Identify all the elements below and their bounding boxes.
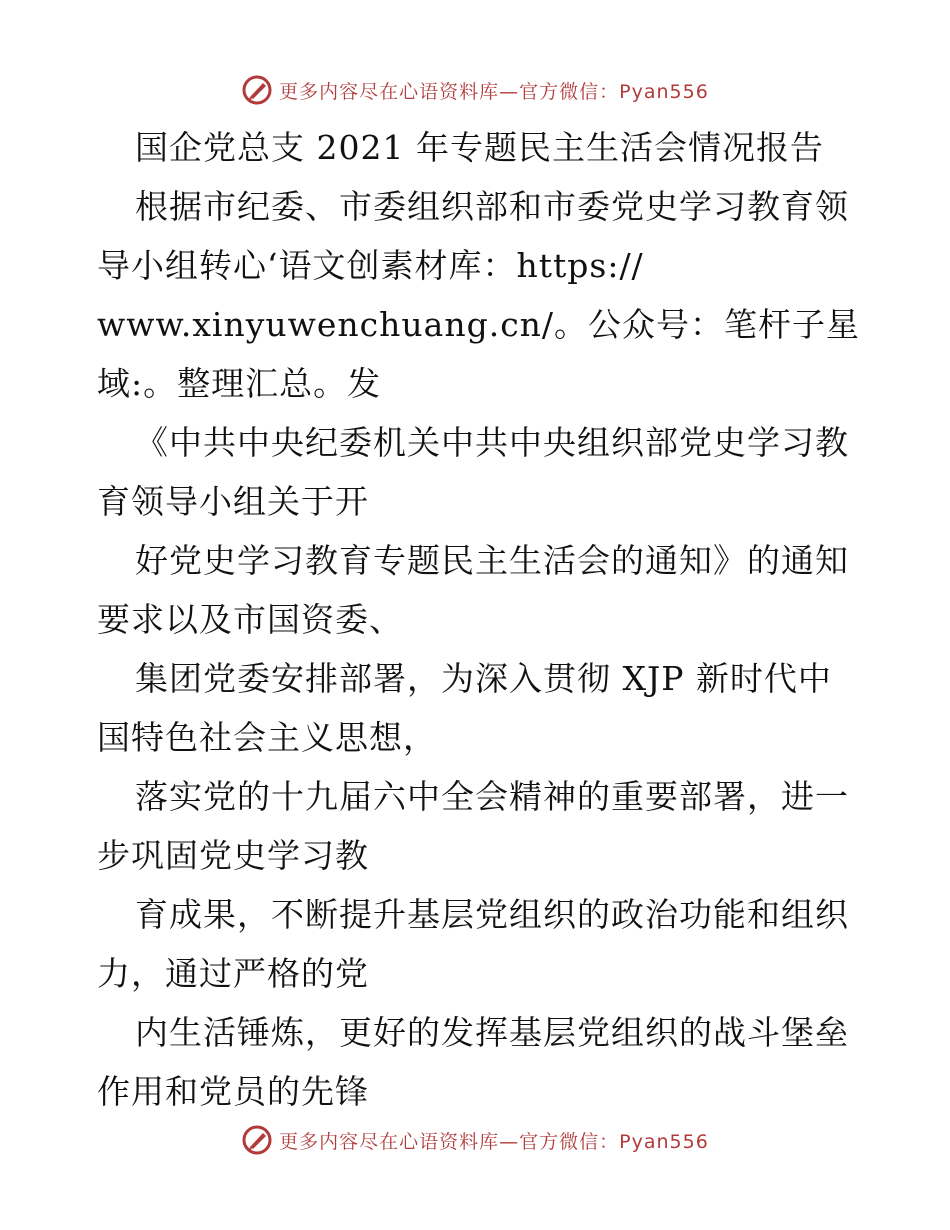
paragraph-line: 好党史学习教育专题民主生活会的通知》的通知 <box>135 541 849 580</box>
paragraph-line: 落实党的十九届六中全会精神的重要部署，进一 <box>135 777 849 816</box>
paragraph-line: 育成果，不断提升基层党组织的政治功能和组织 <box>135 895 849 934</box>
paragraph-line: 国特色社会主义思想， <box>97 718 437 757</box>
paragraph-line: 要求以及市国资委、 <box>97 600 403 639</box>
document-body <box>97 118 861 1121</box>
pen-logo-icon <box>241 74 273 106</box>
paragraph-line: 力，通过严格的党 <box>97 954 369 993</box>
watermark-text: 更多内容尽在心语资料库—官方微信：Pyan556 <box>279 1130 709 1153</box>
footer-watermark <box>0 1120 950 1160</box>
paragraph-line: 根据市纪委、市委组织部和市委党史学习教育领 <box>135 187 849 226</box>
paragraph-line: 育领导小组关于开 <box>97 482 369 521</box>
header-watermark <box>0 70 950 110</box>
paragraph-line: 内生活锤炼，更好的发挥基层党组织的战斗堡垒 <box>135 1013 849 1052</box>
paragraph-line: 步巩固党史学习教 <box>97 836 369 875</box>
paragraph-line: 域:。整理汇总。发 <box>97 364 382 403</box>
paragraph-line: 集团党委安排部署，为深入贯彻 XJP 新时代中 <box>135 659 832 698</box>
paragraph-line: www.xinyuwenchuang.cn/。公众号：笔杆子星 <box>97 305 861 344</box>
pen-logo-icon <box>241 1124 273 1156</box>
paragraph-line: 作用和党员的先锋 <box>97 1072 369 1111</box>
paragraph-line: 《中共中央纪委机关中共中央组织部党史学习教 <box>135 423 849 462</box>
watermark-text: 更多内容尽在心语资料库—官方微信：Pyan556 <box>279 80 709 103</box>
paragraph-line: 导小组转心‘语文创素材库：https:// <box>97 246 644 285</box>
document-title: 国企党总支 2021 年专题民主生活会情况报告 <box>135 128 824 167</box>
